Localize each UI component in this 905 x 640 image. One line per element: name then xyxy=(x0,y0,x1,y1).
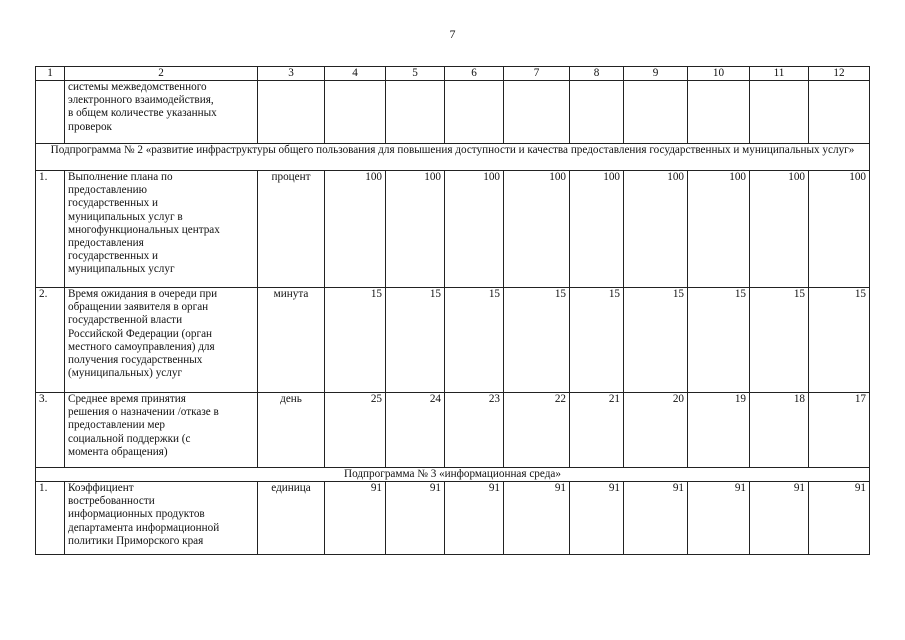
indicator-text: системы межведомственного электронного взаимодействия, в общем количестве указанных проверок xyxy=(68,81,217,133)
table-row xyxy=(36,81,870,144)
page-number: 7 xyxy=(449,27,456,41)
value-cell: 15 xyxy=(750,288,809,393)
header-cell: 1 xyxy=(36,67,65,81)
header-cell: 10 xyxy=(688,67,750,81)
value-cell: 91 xyxy=(504,482,570,555)
index-cell: 3. xyxy=(36,393,65,468)
value-cell: 91 xyxy=(386,482,445,555)
value-cell: 20 xyxy=(624,393,688,468)
header-cell: 3 xyxy=(258,67,325,81)
value-cell: 100 xyxy=(809,171,870,288)
value-cell: 100 xyxy=(325,171,386,288)
header-cell: 4 xyxy=(325,67,386,81)
value-cell xyxy=(750,81,809,144)
value-cell: 18 xyxy=(750,393,809,468)
table-row xyxy=(36,482,870,555)
header-cell: 7 xyxy=(504,67,570,81)
value-cell: 100 xyxy=(386,171,445,288)
header-row xyxy=(36,67,870,81)
indicator-text: Среднее время принятия решения о назначении /отказе в предоставлении мер социальной поддержки (с момента обращения) xyxy=(68,393,219,458)
value-cell: 15 xyxy=(809,288,870,393)
value-cell: 100 xyxy=(624,171,688,288)
value-cell: 100 xyxy=(570,171,624,288)
indicator-text: Время ожидания в очереди при обращении заявителя в орган государственной власти Российской Федерации (орган местного самоуправления) для получения государственных (муниципальных) услуг xyxy=(68,288,218,380)
subprogram-2-title: Подпрограмма № 2 «развитие инфраструктуры общего пользования для повышения доступности и качества предоставления государственных и муниципальных услуг» xyxy=(36,144,870,171)
value-cell: 91 xyxy=(688,482,750,555)
value-cell: 17 xyxy=(809,393,870,468)
value-cell: 91 xyxy=(809,482,870,555)
value-cell xyxy=(445,81,504,144)
unit-cell: единица xyxy=(258,482,325,555)
value-cell: 21 xyxy=(570,393,624,468)
value-cell xyxy=(325,81,386,144)
header-cell: 9 xyxy=(624,67,688,81)
value-cell: 15 xyxy=(325,288,386,393)
indicator-cell xyxy=(65,171,258,288)
value-cell: 15 xyxy=(504,288,570,393)
header-cell: 12 xyxy=(809,67,870,81)
indicators-table xyxy=(35,66,870,555)
header-cell: 2 xyxy=(65,67,258,81)
subprogram-row xyxy=(36,468,870,482)
indicator-cell xyxy=(65,288,258,393)
value-cell: 25 xyxy=(325,393,386,468)
table-row xyxy=(36,288,870,393)
indicator-text: Коэффициент востребованности информационных продуктов департамента информационной политики Приморского края xyxy=(68,482,220,547)
value-cell: 100 xyxy=(688,171,750,288)
index-cell: 1. xyxy=(36,171,65,288)
subprogram-3-title: Подпрограмма № 3 «информационная среда» xyxy=(36,468,870,482)
value-cell xyxy=(386,81,445,144)
value-cell xyxy=(688,81,750,144)
value-cell: 15 xyxy=(445,288,504,393)
value-cell: 91 xyxy=(570,482,624,555)
index-cell: 1. xyxy=(36,482,65,555)
index-cell: 2. xyxy=(36,288,65,393)
header-cell: 6 xyxy=(445,67,504,81)
indicator-cell xyxy=(65,482,258,555)
value-cell: 15 xyxy=(386,288,445,393)
table-row xyxy=(36,171,870,288)
value-cell: 22 xyxy=(504,393,570,468)
value-cell: 91 xyxy=(445,482,504,555)
value-cell: 100 xyxy=(504,171,570,288)
value-cell: 24 xyxy=(386,393,445,468)
value-cell: 91 xyxy=(624,482,688,555)
value-cell: 15 xyxy=(570,288,624,393)
value-cell: 19 xyxy=(688,393,750,468)
index-cell xyxy=(36,81,65,144)
value-cell xyxy=(570,81,624,144)
header-cell: 8 xyxy=(570,67,624,81)
value-cell xyxy=(504,81,570,144)
unit-cell xyxy=(258,81,325,144)
indicator-text: Выполнение плана по предоставлению государственных и муниципальных услуг в многофункциональных центрах предоставления государственных и муниципальных услуг xyxy=(68,171,220,276)
value-cell xyxy=(809,81,870,144)
indicator-cell xyxy=(65,81,258,144)
table-row xyxy=(36,393,870,468)
value-cell: 100 xyxy=(445,171,504,288)
value-cell: 91 xyxy=(325,482,386,555)
unit-cell: минута xyxy=(258,288,325,393)
indicator-cell xyxy=(65,393,258,468)
value-cell: 15 xyxy=(688,288,750,393)
header-cell: 5 xyxy=(386,67,445,81)
value-cell xyxy=(624,81,688,144)
unit-cell: день xyxy=(258,393,325,468)
value-cell: 15 xyxy=(624,288,688,393)
value-cell: 91 xyxy=(750,482,809,555)
header-cell: 11 xyxy=(750,67,809,81)
subprogram-row xyxy=(36,144,870,171)
value-cell: 23 xyxy=(445,393,504,468)
value-cell: 100 xyxy=(750,171,809,288)
unit-cell: процент xyxy=(258,171,325,288)
